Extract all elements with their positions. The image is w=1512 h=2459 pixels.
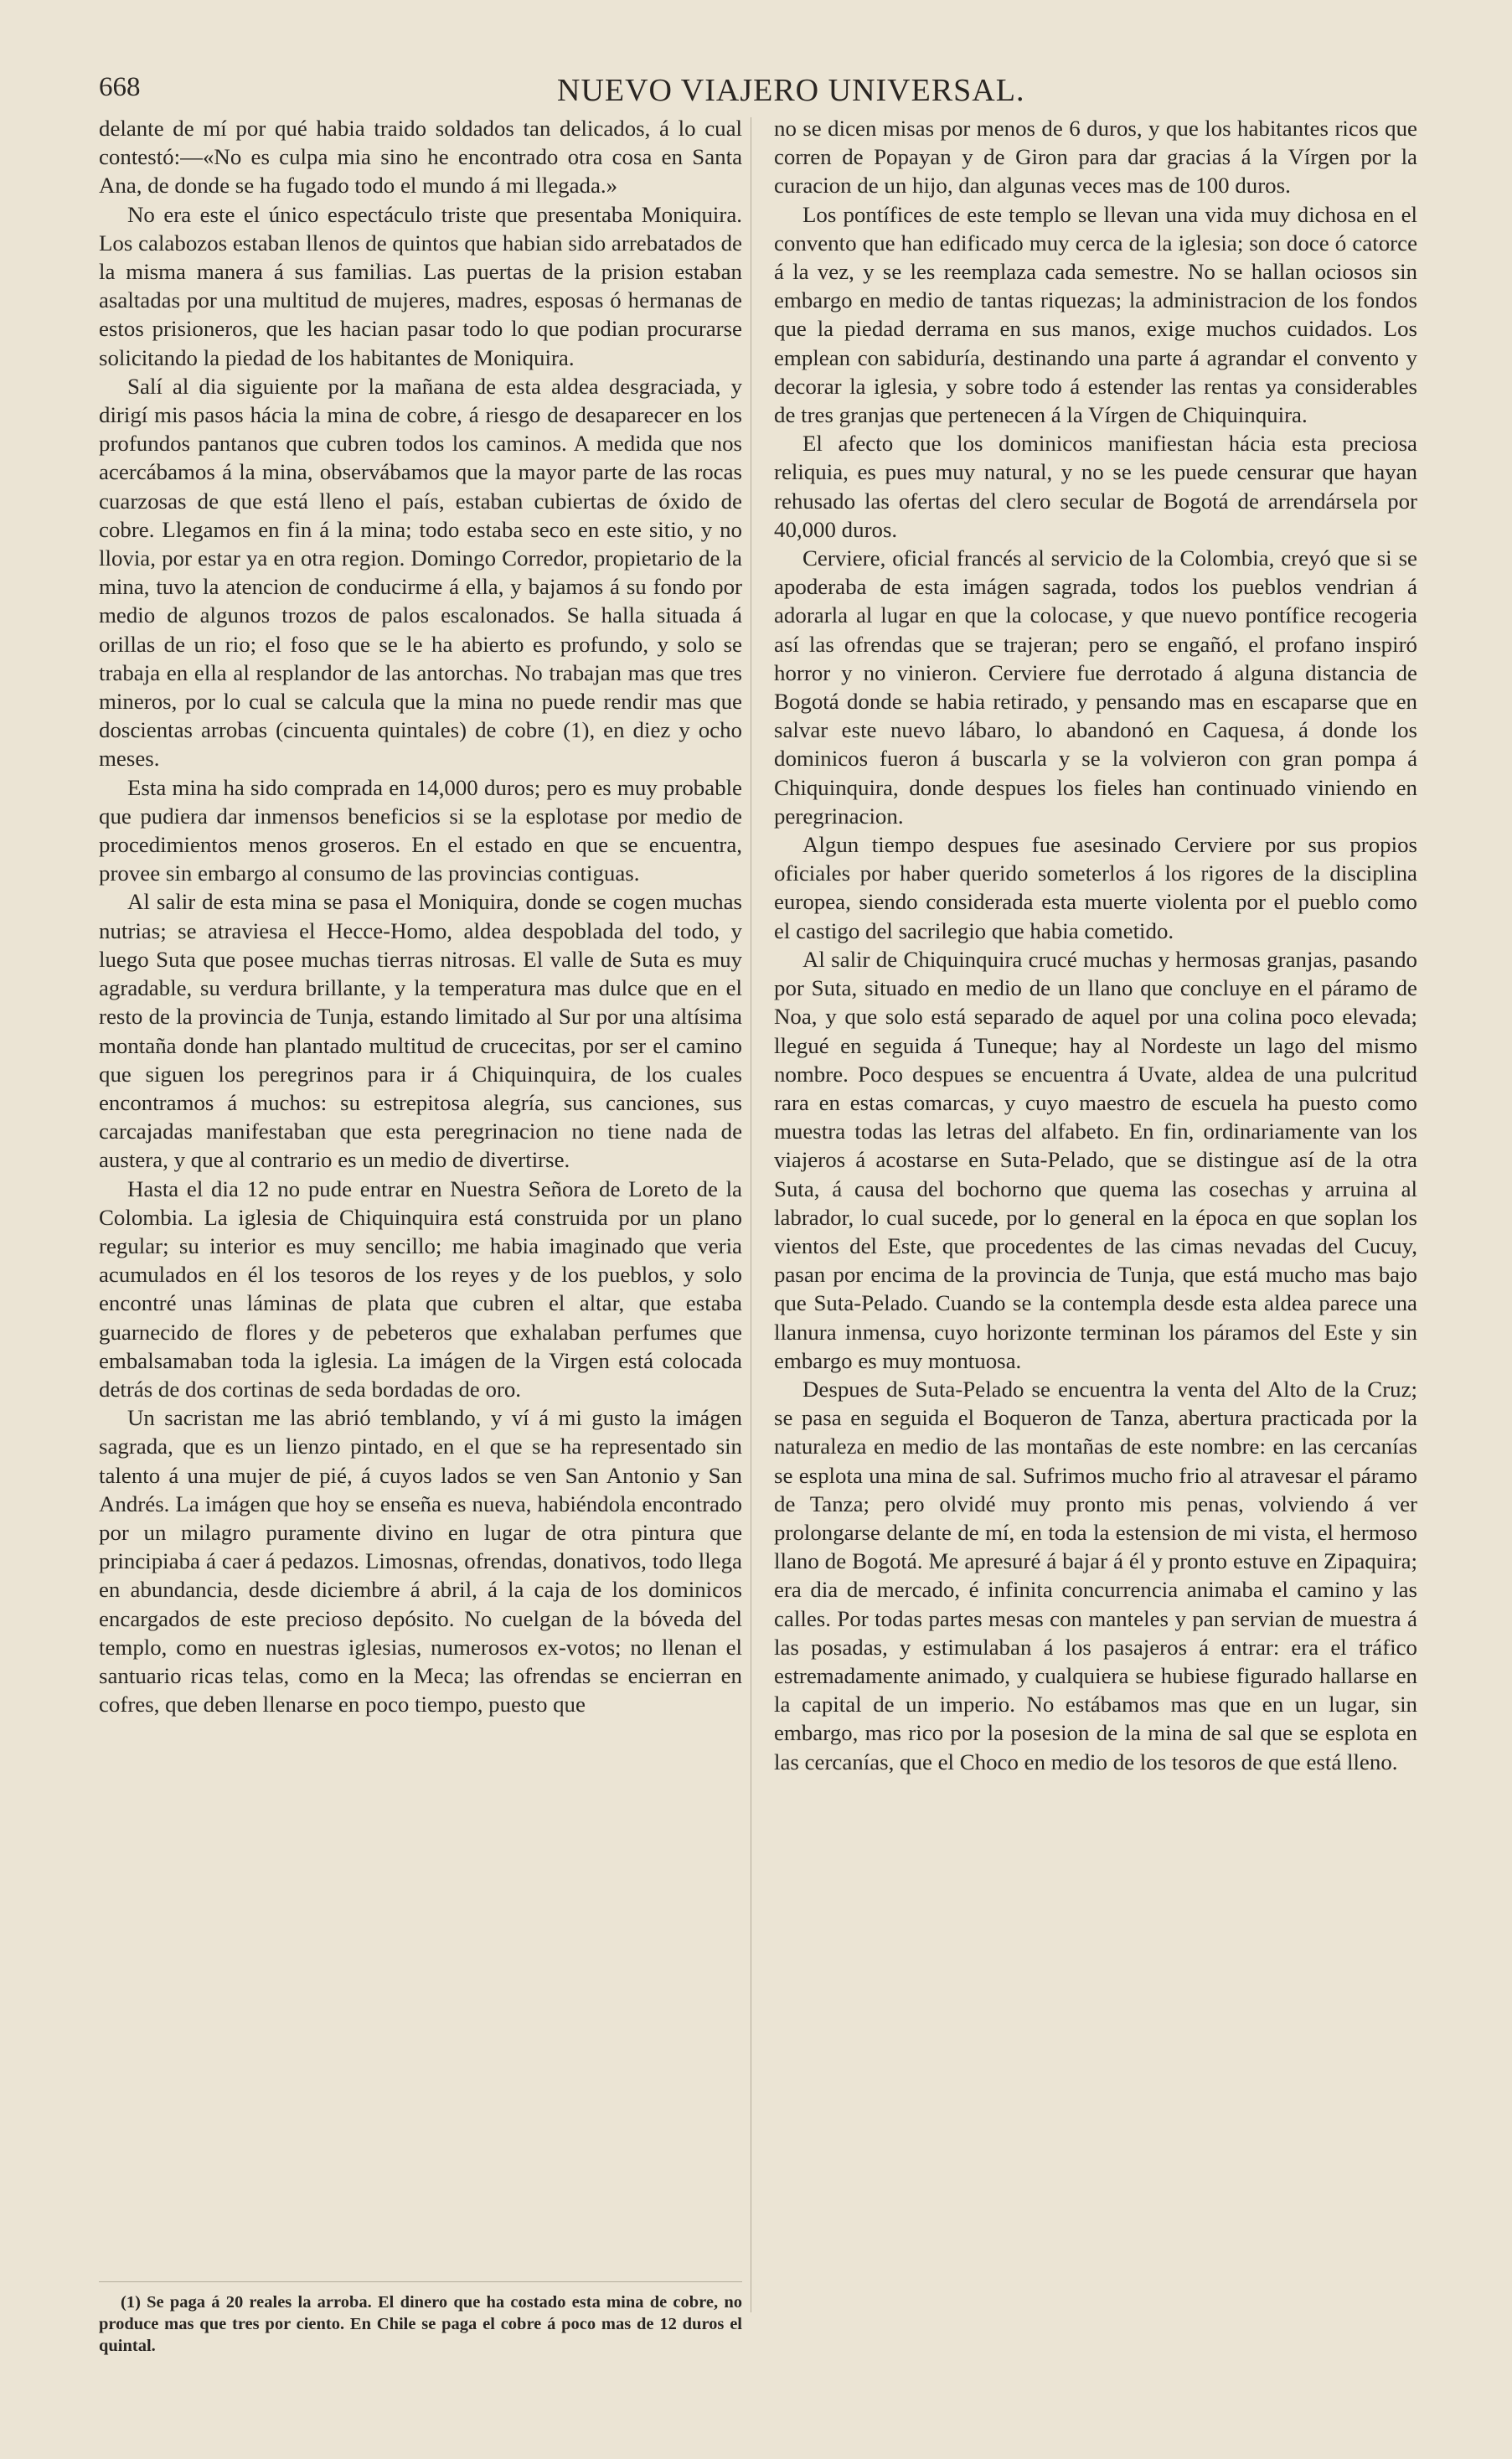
- paragraph: delante de mí por qué habia traido soldados tan delicados, á lo cual contestó:—«No es culpa mia sino he encontrado otra cosa en Santa Ana, de donde se ha fugado todo el mundo á mi llegada.»: [99, 116, 742, 199]
- paragraph: Esta mina ha sido comprada en 14,000 duros; pero es muy probable que pudiera dar inmensos beneficios si se la esplotase por medio de procedimientos menos groseros. En el estado en que se encuentra, provee sin embargo al consumo de las provincias contiguas.: [99, 774, 742, 886]
- right-column: [774, 114, 1417, 1776]
- footnote-text: (1) Se paga á 20 reales la arroba. El dinero que ha costado esta mina de cobre, no produce mas que tres por ciento. En Chile se paga el cobre á poco mas de 12 duros el quintal.: [99, 2293, 742, 2355]
- paragraph: Un sacristan me las abrió temblando, y ví á mi gusto la imágen sagrada, que es un lienzo pintado, en el que se ha representado sin talento á una mujer de pié, á cuyos lados se ven San Antonio y San Andrés. La imágen que hoy se enseña es nueva, habiéndola encontrado por un milagro puramente divino en lugar de otra pintura que principiaba á caer á pedazos. Limosnas, ofrendas, donativos, todo llega en abundancia, desde diciembre á abril, á la caja de los dominicos encargados de este precioso depósito. No cuelgan de la bóveda del templo, como en nuestras iglesias, numerosos ex-votos; no llenan el santuario ricas telas, como en la Meca; las ofrendas se encierran en cofres, que deben llenarse en poco tiempo, puesto que: [99, 1405, 742, 1718]
- paragraph: No era este el único espectáculo triste que presentaba Moniquira. Los calabozos estaban llenos de quintos que habian sido arrebatados de la misma manera á sus familias. Las puertas de la prision estaban asaltadas por una multitud de mujeres, madres, esposas ó hermanas de estos prisioneros, que les hacian pasar todo lo que podian procurarse solicitando la piedad de los habitantes de Moniquira.: [99, 201, 742, 370]
- paragraph: Los pontífices de este templo se llevan una vida muy dichosa en el convento que han edificado muy cerca de la iglesia; son doce ó catorce á la vez, y se les reemplaza cada semestre. No se hallan ociosos sin embargo en medio de tantas riquezas; la administracion de los fondos que la piedad derrama en sus manos, exige muchos cuidados. Los emplean con sabiduría, destinando una parte á agrandar el convento y decorar la iglesia, y sobre todo á estender las rentas ya considerables de tres granjas que pertenecen á la Vírgen de Chiquinquira.: [774, 201, 1417, 428]
- paragraph: El afecto que los dominicos manifiestan hácia esta preciosa reliquia, es pues muy natural, y no se les puede censurar que hayan rehusado las ofertas del clero secular de Bogotá de arrendársela por 40,000 duros.: [774, 431, 1417, 542]
- footnote-rule: [99, 2281, 742, 2282]
- page-number: 668: [99, 72, 141, 102]
- paragraph: no se dicen misas por menos de 6 duros, y que los habitantes ricos que corren de Popayan y de Giron para dar gracias á la Vírgen por la curacion de un hijo, dan algunas veces mas de 100 duros.: [774, 116, 1417, 199]
- footnote: [99, 2291, 742, 2357]
- paragraph: Hasta el dia 12 no pude entrar en Nuestra Señora de Loreto de la Colombia. La iglesia de Chiquinquira está construida por un plano regular; su interior es muy sencillo; me habia imaginado que veria acumulados en él los tesoros de los reyes y de los pueblos, y solo encontré unas láminas de plata que cubren el altar, que estaba guarnecido de flores y de pebeteros que exhalaban perfumes que embalsamaban toda la iglesia. La imágen de la Virgen está colocada detrás de dos cortinas de seda bordadas de oro.: [99, 1175, 742, 1402]
- paragraph: Al salir de esta mina se pasa el Moniquira, donde se cogen muchas nutrias; se atraviesa el Hecce-Homo, aldea despoblada del todo, y luego Suta que posee muchas tierras nitrosas. El valle de Suta es muy agradable, su verdura brillante, y la temperatura mas dulce que en el resto de la provincia de Tunja, estando limitado al Sur por una altísima montaña donde han plantado multitud de crucecitas, por ser el camino que siguen los peregrinos para ir á Chiquinquira, de los cuales encontramos á muchos: su estrepitosa alegría, sus canciones, sus carcajadas manifestaban que esta peregrinacion no tiene nada de austera, y que al contrario es un medio de divertirse.: [99, 889, 742, 1173]
- paragraph: Cerviere, oficial francés al servicio de la Colombia, creyó que si se apoderaba de esta imágen sagrada, todos los pueblos vendrian á adorarla al lugar en que la colocase, y que nuevo pontífice recogeria así las ofrendas que se trajeran; pero se engañó, el profano inspiró horror y no vinieron. Cerviere fue derrotado á alguna distancia de Bogotá donde se habia retirado, y pensando mas en escaparse que en salvar este nuevo lábaro, lo abandonó en Caquesa, á donde los dominicos fueron á buscarla y se la volvieron con gran pompa á Chiquinquira, donde despues los fieles han continuado viniendo en peregrinacion.: [774, 545, 1417, 829]
- left-column: [99, 114, 742, 1718]
- paragraph: Salí al dia siguiente por la mañana de esta aldea desgraciada, y dirigí mis pasos hácia la mina de cobre, á riesgo de desaparecer en los profundos pantanos que cubren todos los caminos. A medida que nos acercábamos á la mina, observábamos que la mayor parte de las rocas cuarzosas de que está lleno el país, estaban cubiertas de óxido de cobre. Llegamos en fin á la mina; todo estaba seco en este sitio, y no llovia, por estar ya en otra region. Domingo Corredor, propietario de la mina, tuvo la atencion de conducirme á ella, y bajamos á su fondo por medio de algunos trozos de palos escalonados. Se halla situada á orillas de un rio; el foso que se le ha abierto es profundo, y solo se trabaja en ella al resplandor de las antorchas. No trabajan mas que tres mineros, por lo cual se calcula que la mina no puede rendir mas que doscientas arrobas (cincuenta quintales) de cobre (1), en diez y ocho meses.: [99, 373, 742, 772]
- paragraph: Algun tiempo despues fue asesinado Cerviere por sus propios oficiales por haber querido someterlos á los rigores de la disciplina europea, siendo considerada esta muerte violenta por el pueblo como el castigo del sacrilegio que habia cometido.: [774, 832, 1417, 943]
- paragraph: Despues de Suta-Pelado se encuentra la venta del Alto de la Cruz; se pasa en seguida el Boqueron de Tanza, abertura practicada por la naturaleza en medio de las montañas de este nombre: en las cercanías se esplota una mina de sal. Sufrimos mucho frio al atravesar el páramo de Tanza; pero olvidé muy pronto mis penas, volviendo á ver prolongarse delante de mí, en toda la estension de mi vista, el hermoso llano de Bogotá. Me apresuré á bajar á él y pronto estuve en Zipaquira; era dia de mercado, é infinita concurrencia animaba el camino y las calles. Por todas partes mesas con manteles y pan servian de muestra á las posadas, y estimulaban á los pasajeros á entrar: era el tráfico estremadamente animado, y cualquiera se hubiese figurado hallarse en la capital de un imperio. No estábamos mas que en un lugar, sin embargo, mas rico por la posesion de la mina de sal que se esplota en las cercanías, que el Choco en medio de los tesoros de que está lleno.: [774, 1376, 1417, 1775]
- running-title: NUEVO VIAJERO UNIVERSAL.: [557, 73, 1025, 108]
- page-header: [99, 72, 1422, 116]
- paragraph: Al salir de Chiquinquira crucé muchas y hermosas granjas, pasando por Suta, situado en medio de un llano que concluye en el páramo de Noa, y que solo está separado de aquel por una colina poco elevada; llegué en seguida á Tuneque; hay al Nordeste un lago del mismo nombre. Poco despues se encuentra á Uvate, aldea de una pulcritud rara en estas comarcas, y cuyo maestro de escuela ha puesto como muestra todas las letras del alfabeto. En fin, ordinariamente van los viajeros á acostarse en Suta-Pelado, que se distingue así de la otra Suta, á causa del bochorno que quema las cosechas y arruina al labrador, lo cual sucede, por lo general en la época en que soplan los vientos del Este, que procedentes de las cimas nevadas del Cucuy, pasan por encima de la provincia de Tunja, que está mucho mas bajo que Suta-Pelado. Cuando se la contempla desde esta aldea parece una llanura inmensa, cuyo horizonte terminan los páramos del Este y sin embargo es muy montuosa.: [774, 946, 1417, 1373]
